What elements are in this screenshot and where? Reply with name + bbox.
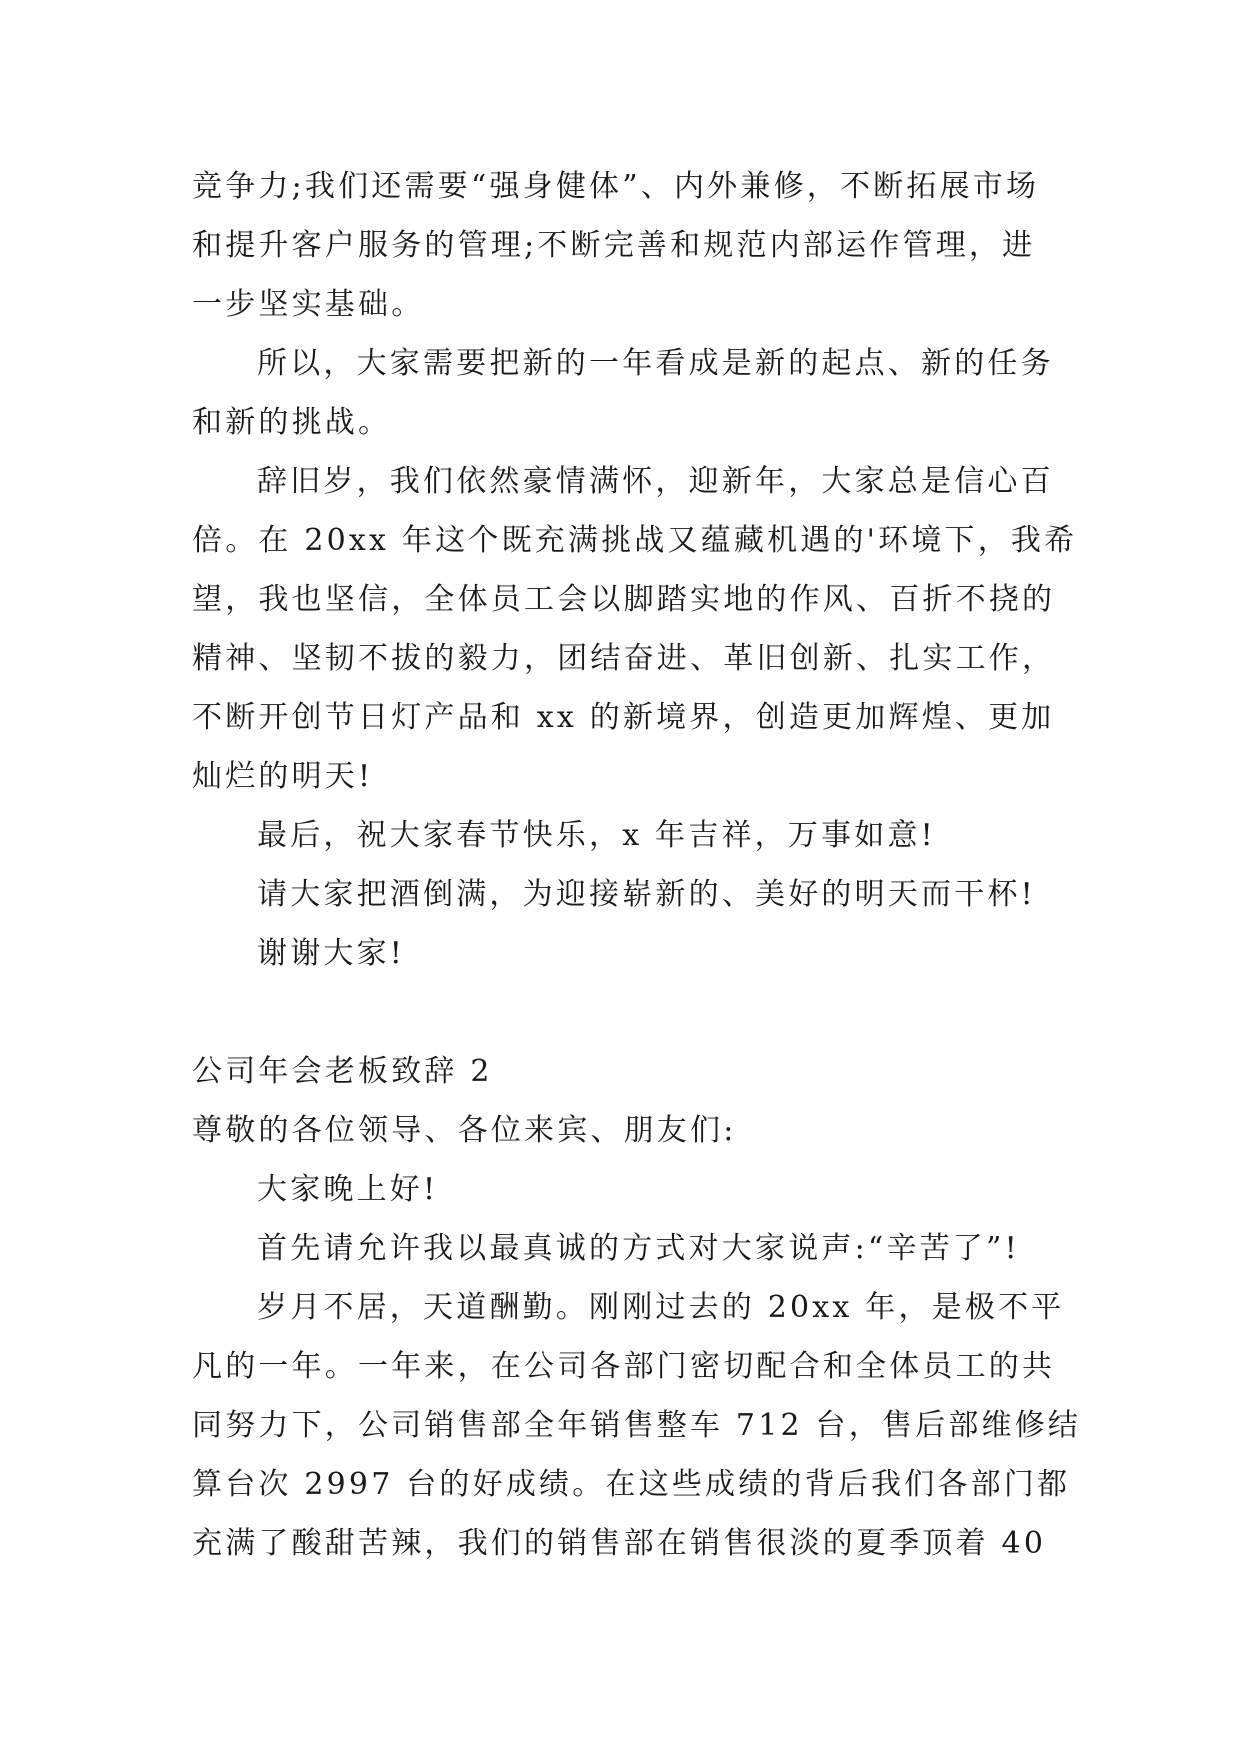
document-body xyxy=(192,157,1082,1573)
text-line: 灿烂的明天! xyxy=(192,759,374,794)
paragraph-thanks: 谢谢大家! xyxy=(257,936,406,971)
text-line: 同努力下，公司销售部全年销售整车 712 台，售后部维修结 xyxy=(192,1408,1082,1443)
text-line: 不断开创节日灯产品和 xx 的新境界，创造更加辉煌、更加 xyxy=(192,700,1055,735)
paragraph-new-year-start xyxy=(192,334,1062,452)
paragraph-continued xyxy=(192,157,1062,334)
text-line: 和新的挑战。 xyxy=(192,405,392,440)
text-line: 凡的一年。一年来，在公司各部门密切配合和全体员工的共 xyxy=(192,1349,1056,1384)
salutation: 尊敬的各位领导、各位来宾、朋友们: xyxy=(192,1113,737,1148)
text-line: 一步坚实基础。 xyxy=(192,287,425,322)
text-line: 望，我也坚信，全体员工会以脚踏实地的作风、百折不挠的 xyxy=(192,582,1056,617)
paragraph-wishes: 最后，祝大家春节快乐，x 年吉祥，万事如意! xyxy=(257,818,936,853)
text-line: 岁月不居，天道酬勤。刚刚过去的 20xx 年，是极不平 xyxy=(257,1290,1065,1325)
paragraph-gratitude: 首先请允许我以最真诚的方式对大家说声:“辛苦了”! xyxy=(257,1231,1020,1266)
section-spacer xyxy=(192,983,1062,1042)
text-line: 竞争力;我们还需要“强身健体”、内外兼修，不断拓展市场 xyxy=(192,169,1040,204)
paragraph-toast: 请大家把酒倒满，为迎接崭新的、美好的明天而干杯! xyxy=(257,877,1036,912)
text-line: 所以，大家需要把新的一年看成是新的起点、新的任务 xyxy=(257,346,1054,381)
text-line: 算台次 2997 台的好成绩。在这些成绩的背后我们各部门都 xyxy=(192,1467,1071,1502)
greeting: 大家晚上好! xyxy=(257,1172,439,1207)
paragraph-year-review xyxy=(192,1278,1082,1573)
text-line: 倍。在 20xx 年这个既充满挑战又蕴藏机遇的'环境下，我希 xyxy=(192,523,1078,558)
paragraph-farewell-old-year xyxy=(192,452,1078,806)
text-line: 精神、坚韧不拔的毅力，团结奋进、革旧创新、扎实工作， xyxy=(192,641,1056,676)
text-line: 辞旧岁，我们依然豪情满怀，迎新年，大家总是信心百 xyxy=(257,464,1054,499)
text-line: 充满了酸甜苦辣，我们的销售部在销售很淡的夏季顶着 40 xyxy=(192,1526,1047,1561)
text-line: 和提升客户服务的管理;不断完善和规范内部运作管理，进 xyxy=(192,228,1036,263)
section-title: 公司年会老板致辞 2 xyxy=(192,1054,493,1089)
